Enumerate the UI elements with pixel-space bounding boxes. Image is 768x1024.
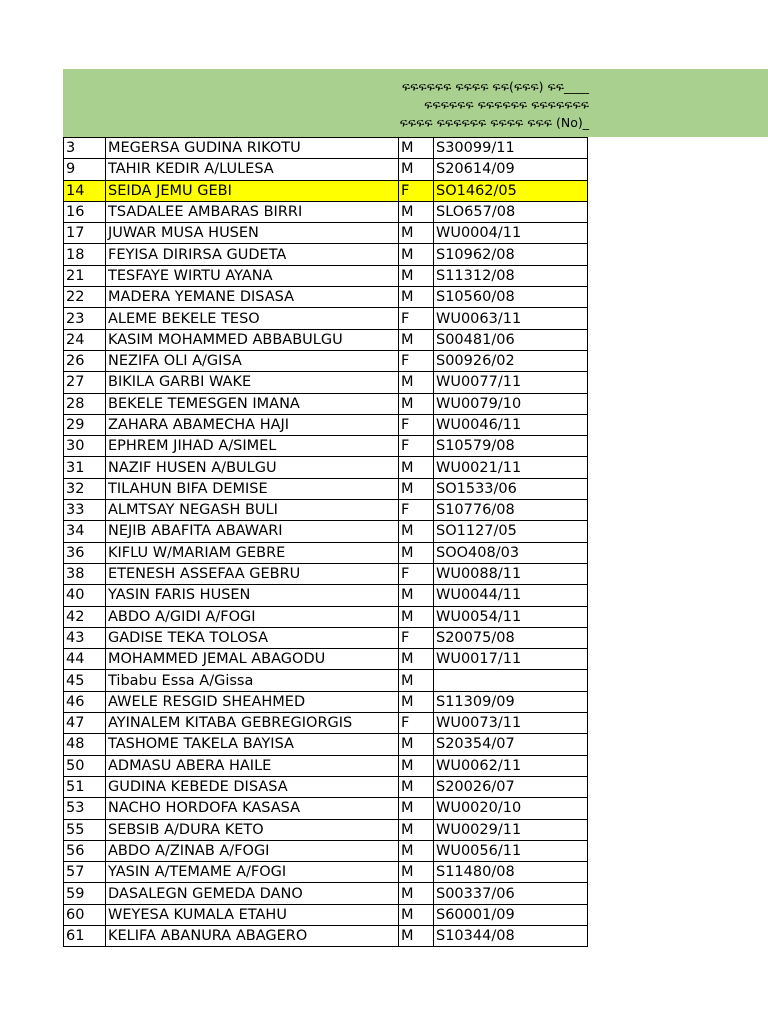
row-number-cell[interactable]: 16	[64, 201, 106, 222]
header-line-2: ፍፍፍፍፍፍ ፍፍፍፍፍፍ ፍፍፍፍፍፍፍ	[424, 97, 589, 112]
student-id-cell[interactable]: WU0054/11	[434, 606, 588, 627]
sex-cell[interactable]: M	[399, 755, 434, 776]
table-row[interactable]	[64, 414, 588, 435]
row-number-cell[interactable]: 22	[64, 287, 106, 308]
table-row[interactable]	[64, 585, 588, 606]
sex-cell[interactable]: M	[399, 138, 434, 159]
table-row[interactable]	[64, 159, 588, 180]
student-id-cell[interactable]: WU0063/11	[434, 308, 588, 329]
table-row[interactable]	[64, 393, 588, 414]
table-row[interactable]	[64, 904, 588, 925]
table-row[interactable]	[64, 436, 588, 457]
sex-cell[interactable]: M	[399, 691, 434, 712]
sex-cell[interactable]: M	[399, 201, 434, 222]
sex-cell[interactable]: M	[399, 606, 434, 627]
table-row[interactable]	[64, 372, 588, 393]
student-name-cell[interactable]: KELIFA ABANURA ABAGERO	[106, 925, 399, 946]
table-row[interactable]	[64, 478, 588, 499]
table-row[interactable]	[64, 840, 588, 861]
student-name-cell[interactable]: ZAHARA ABAMECHA HAJI	[106, 414, 399, 435]
table-row[interactable]	[64, 138, 588, 159]
row-number-cell[interactable]: 34	[64, 521, 106, 542]
student-id-cell[interactable]: S00337/06	[434, 883, 588, 904]
student-id-cell[interactable]: WU0079/10	[434, 393, 588, 414]
student-name-cell[interactable]: TESFAYE WIRTU AYANA	[106, 265, 399, 286]
student-name-cell[interactable]: EPHREM JIHAD A/SIMEL	[106, 436, 399, 457]
student-name-cell[interactable]: AWELE RESGID SHEAHMED	[106, 691, 399, 712]
student-name-cell[interactable]: TASHOME TAKELA BAYISA	[106, 734, 399, 755]
row-number-cell[interactable]: 56	[64, 840, 106, 861]
row-number-cell[interactable]: 9	[64, 159, 106, 180]
table-row[interactable]	[64, 734, 588, 755]
sex-cell[interactable]: M	[399, 265, 434, 286]
student-name-cell[interactable]: ETENESH ASSEFAA GEBRU	[106, 563, 399, 584]
row-number-cell[interactable]: 61	[64, 925, 106, 946]
table-row[interactable]	[64, 776, 588, 797]
student-id-cell[interactable]: S60001/09	[434, 904, 588, 925]
row-number-cell[interactable]: 18	[64, 244, 106, 265]
row-number-cell[interactable]: 3	[64, 138, 106, 159]
student-id-cell[interactable]: S11312/08	[434, 265, 588, 286]
row-number-cell[interactable]: 44	[64, 649, 106, 670]
student-id-cell[interactable]: S10344/08	[434, 925, 588, 946]
table-row[interactable]	[64, 713, 588, 734]
table-row[interactable]	[64, 265, 588, 286]
row-number-cell[interactable]: 55	[64, 819, 106, 840]
sex-cell[interactable]: M	[399, 244, 434, 265]
table-row[interactable]	[64, 925, 588, 946]
student-name-cell[interactable]: MADERA YEMANE DISASA	[106, 287, 399, 308]
row-number-cell[interactable]: 31	[64, 457, 106, 478]
sex-cell[interactable]: M	[399, 393, 434, 414]
table-row[interactable]	[64, 457, 588, 478]
sheet-header	[63, 78, 589, 132]
sex-cell[interactable]: M	[399, 798, 434, 819]
student-name-cell[interactable]: TILAHUN BIFA DEMISE	[106, 478, 399, 499]
table-row[interactable]	[64, 862, 588, 883]
sex-cell[interactable]: F	[399, 414, 434, 435]
student-id-cell[interactable]: S10579/08	[434, 436, 588, 457]
student-name-cell[interactable]: BEKELE TEMESGEN IMANA	[106, 393, 399, 414]
sex-cell[interactable]: M	[399, 521, 434, 542]
row-number-cell[interactable]: 48	[64, 734, 106, 755]
row-number-cell[interactable]: 28	[64, 393, 106, 414]
student-name-cell[interactable]: ABDO A/ZINAB A/FOGI	[106, 840, 399, 861]
student-id-cell[interactable]: WU0017/11	[434, 649, 588, 670]
student-id-cell[interactable]: SO1462/05	[434, 180, 588, 201]
student-id-cell[interactable]: S30099/11	[434, 138, 588, 159]
sex-cell[interactable]: M	[399, 883, 434, 904]
student-name-cell[interactable]: FEYISA DIRIRSA GUDETA	[106, 244, 399, 265]
student-id-cell[interactable]: S20075/08	[434, 627, 588, 648]
student-name-cell[interactable]: JUWAR MUSA HUSEN	[106, 223, 399, 244]
student-id-cell[interactable]: WU0046/11	[434, 414, 588, 435]
row-number-cell[interactable]: 30	[64, 436, 106, 457]
sex-cell[interactable]: M	[399, 287, 434, 308]
student-name-cell[interactable]: YASIN FARIS HUSEN	[106, 585, 399, 606]
student-name-cell[interactable]: NEZIFA OLI A/GISA	[106, 350, 399, 371]
table-row[interactable]	[64, 521, 588, 542]
sex-cell[interactable]: M	[399, 925, 434, 946]
row-number-cell[interactable]: 43	[64, 627, 106, 648]
table-row[interactable]	[64, 606, 588, 627]
table-row[interactable]	[64, 287, 588, 308]
student-id-cell[interactable]: S10962/08	[434, 244, 588, 265]
student-id-cell[interactable]: WU0004/11	[434, 223, 588, 244]
row-number-cell[interactable]: 14	[64, 180, 106, 201]
row-number-cell[interactable]: 23	[64, 308, 106, 329]
row-number-cell[interactable]: 60	[64, 904, 106, 925]
student-name-cell[interactable]: Tibabu Essa A/Gissa	[106, 670, 399, 691]
sex-cell[interactable]: F	[399, 350, 434, 371]
student-id-cell[interactable]: SO1127/05	[434, 521, 588, 542]
student-name-cell[interactable]: DASALEGN GEMEDA DANO	[106, 883, 399, 904]
sex-cell[interactable]: M	[399, 478, 434, 499]
header-line-1: ፍፍፍፍፍፍ ፍፍፍፍ ፍፍ(ፍፍፍ) ፍፍ____	[401, 79, 589, 94]
row-number-cell[interactable]: 33	[64, 500, 106, 521]
header-line-3: ፍፍፍፍ ፍፍፍፍፍፍ ፍፍፍፍ ፍፍፍ (No)_	[399, 115, 589, 130]
sex-cell[interactable]: M	[399, 734, 434, 755]
sex-cell[interactable]: M	[399, 159, 434, 180]
sex-cell[interactable]: F	[399, 500, 434, 521]
sex-cell[interactable]: F	[399, 436, 434, 457]
table-row[interactable]	[64, 563, 588, 584]
row-number-cell[interactable]: 50	[64, 755, 106, 776]
student-name-cell[interactable]: GADISE TEKA TOLOSA	[106, 627, 399, 648]
sex-cell[interactable]: M	[399, 649, 434, 670]
student-name-cell[interactable]: KASIM MOHAMMED ABBABULGU	[106, 329, 399, 350]
table-row[interactable]	[64, 223, 588, 244]
student-name-cell[interactable]: NACHO HORDOFA KASASA	[106, 798, 399, 819]
row-number-cell[interactable]: 59	[64, 883, 106, 904]
table-row[interactable]	[64, 670, 588, 691]
student-name-cell[interactable]: WEYESA KUMALA ETAHU	[106, 904, 399, 925]
sex-cell[interactable]: M	[399, 862, 434, 883]
student-id-cell[interactable]: WU0073/11	[434, 713, 588, 734]
student-roster-table	[63, 137, 588, 947]
row-number-cell[interactable]: 51	[64, 776, 106, 797]
student-name-cell[interactable]: ALEME BEKELE TESO	[106, 308, 399, 329]
sex-cell[interactable]: M	[399, 372, 434, 393]
student-name-cell[interactable]: ADMASU ABERA HAILE	[106, 755, 399, 776]
sex-cell[interactable]: M	[399, 542, 434, 563]
student-name-cell[interactable]: NEJIB ABAFITA ABAWARI	[106, 521, 399, 542]
table-row[interactable]	[64, 542, 588, 563]
student-id-cell[interactable]: S11309/09	[434, 691, 588, 712]
sex-cell[interactable]: M	[399, 904, 434, 925]
sex-cell[interactable]: M	[399, 223, 434, 244]
sex-cell[interactable]: M	[399, 329, 434, 350]
table-row[interactable]	[64, 691, 588, 712]
student-id-cell[interactable]: WU0088/11	[434, 563, 588, 584]
table-row[interactable]	[64, 350, 588, 371]
student-id-cell[interactable]: WU0021/11	[434, 457, 588, 478]
table-row[interactable]	[64, 649, 588, 670]
sex-cell[interactable]: M	[399, 670, 434, 691]
roster-body	[64, 138, 588, 947]
student-id-cell[interactable]: S20614/09	[434, 159, 588, 180]
student-name-cell[interactable]: ALMTSAY NEGASH BULI	[106, 500, 399, 521]
student-name-cell[interactable]: BIKILA GARBI WAKE	[106, 372, 399, 393]
student-id-cell[interactable]: S20354/07	[434, 734, 588, 755]
student-name-cell[interactable]: GUDINA KEBEDE DISASA	[106, 776, 399, 797]
row-number-cell[interactable]: 57	[64, 862, 106, 883]
row-number-cell[interactable]: 46	[64, 691, 106, 712]
sex-cell[interactable]: F	[399, 180, 434, 201]
table-row[interactable]	[64, 244, 588, 265]
table-row[interactable]	[64, 627, 588, 648]
table-row[interactable]	[64, 755, 588, 776]
table-row[interactable]	[64, 201, 588, 222]
row-number-cell[interactable]: 32	[64, 478, 106, 499]
student-id-cell[interactable]: SLO657/08	[434, 201, 588, 222]
table-row[interactable]	[64, 500, 588, 521]
student-id-cell[interactable]: S10560/08	[434, 287, 588, 308]
student-id-cell[interactable]: S10776/08	[434, 500, 588, 521]
row-number-cell[interactable]: 21	[64, 265, 106, 286]
student-id-cell[interactable]: WU0062/11	[434, 755, 588, 776]
sex-cell[interactable]: M	[399, 776, 434, 797]
row-number-cell[interactable]: 47	[64, 713, 106, 734]
student-name-cell[interactable]: AYINALEM KITABA GEBREGIORGIS	[106, 713, 399, 734]
sex-cell[interactable]: F	[399, 627, 434, 648]
student-id-cell[interactable]: WU0020/10	[434, 798, 588, 819]
row-number-cell[interactable]: 17	[64, 223, 106, 244]
table-row[interactable]	[64, 798, 588, 819]
sex-cell[interactable]: M	[399, 585, 434, 606]
sex-cell[interactable]: F	[399, 308, 434, 329]
student-id-cell[interactable]: S11480/08	[434, 862, 588, 883]
row-number-cell[interactable]: 26	[64, 350, 106, 371]
student-name-cell[interactable]: SEIDA JEMU GEBI	[106, 180, 399, 201]
table-row[interactable]	[64, 308, 588, 329]
row-number-cell[interactable]: 38	[64, 563, 106, 584]
student-name-cell[interactable]: TSADALEE AMBARAS BIRRI	[106, 201, 399, 222]
student-id-cell[interactable]	[434, 670, 588, 691]
student-id-cell[interactable]: WU0044/11	[434, 585, 588, 606]
student-name-cell[interactable]: NAZIF HUSEN A/BULGU	[106, 457, 399, 478]
student-id-cell[interactable]: S00481/06	[434, 329, 588, 350]
student-id-cell[interactable]: SO1533/06	[434, 478, 588, 499]
student-name-cell[interactable]: TAHIR KEDIR A/LULESA	[106, 159, 399, 180]
row-number-cell[interactable]: 27	[64, 372, 106, 393]
student-id-cell[interactable]: S20026/07	[434, 776, 588, 797]
row-number-cell[interactable]: 24	[64, 329, 106, 350]
student-id-cell[interactable]: WU0029/11	[434, 819, 588, 840]
student-name-cell[interactable]: YASIN A/TEMAME A/FOGI	[106, 862, 399, 883]
sex-cell[interactable]: F	[399, 563, 434, 584]
sex-cell[interactable]: M	[399, 840, 434, 861]
student-name-cell[interactable]: MOHAMMED JEMAL ABAGODU	[106, 649, 399, 670]
student-id-cell[interactable]: WU0077/11	[434, 372, 588, 393]
row-number-cell[interactable]: 42	[64, 606, 106, 627]
student-name-cell[interactable]: SEBSIB A/DURA KETO	[106, 819, 399, 840]
table-row[interactable]	[64, 329, 588, 350]
student-id-cell[interactable]: WU0056/11	[434, 840, 588, 861]
sex-cell[interactable]: M	[399, 819, 434, 840]
sex-cell[interactable]: M	[399, 457, 434, 478]
table-row[interactable]	[64, 883, 588, 904]
sex-cell[interactable]: F	[399, 713, 434, 734]
row-number-cell[interactable]: 45	[64, 670, 106, 691]
table-row[interactable]	[64, 180, 588, 201]
row-number-cell[interactable]: 40	[64, 585, 106, 606]
student-id-cell[interactable]: S00926/02	[434, 350, 588, 371]
table-row[interactable]	[64, 819, 588, 840]
row-number-cell[interactable]: 53	[64, 798, 106, 819]
row-number-cell[interactable]: 36	[64, 542, 106, 563]
student-name-cell[interactable]: MEGERSA GUDINA RIKOTU	[106, 138, 399, 159]
student-name-cell[interactable]: ABDO A/GIDI A/FOGI	[106, 606, 399, 627]
student-id-cell[interactable]: SOO408/03	[434, 542, 588, 563]
student-name-cell[interactable]: KIFLU W/MARIAM GEBRE	[106, 542, 399, 563]
row-number-cell[interactable]: 29	[64, 414, 106, 435]
